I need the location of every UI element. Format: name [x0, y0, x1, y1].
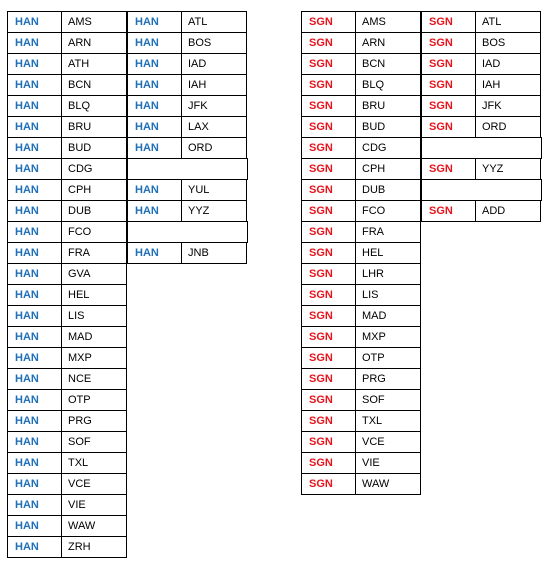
origin-code-cell: SGN [301, 305, 356, 327]
destination-code-cell: BOS [181, 32, 247, 54]
destination-code-cell: TXL [355, 410, 421, 432]
origin-code-cell: SGN [301, 410, 356, 432]
origin-code-cell: SGN [301, 200, 356, 222]
destination-code-cell: JNB [181, 242, 247, 264]
destination-code-cell: HEL [355, 242, 421, 264]
destination-code-cell: MAD [355, 305, 421, 327]
origin-code-cell: HAN [7, 179, 62, 201]
origin-code-cell: HAN [127, 95, 182, 117]
destination-code-cell: NCE [61, 368, 127, 390]
destination-code-cell: ATL [181, 11, 247, 33]
destination-code-cell: ARN [355, 32, 421, 54]
destination-code-cell: MAD [61, 326, 127, 348]
empty-cell [421, 137, 542, 159]
origin-code-cell: SGN [301, 431, 356, 453]
destination-code-cell: SOF [61, 431, 127, 453]
origin-code-cell: SGN [301, 116, 356, 138]
origin-code-cell: HAN [7, 536, 62, 558]
destination-code-cell: PRG [355, 368, 421, 390]
origin-code-cell: HAN [127, 74, 182, 96]
destination-code-cell: VIE [61, 494, 127, 516]
destination-code-cell: CPH [61, 179, 127, 201]
destination-code-cell: LIS [355, 284, 421, 306]
destination-code-cell: CDG [61, 158, 127, 180]
origin-code-cell: HAN [7, 473, 62, 495]
origin-code-cell: HAN [7, 326, 62, 348]
destination-code-cell: CDG [355, 137, 421, 159]
origin-code-cell: SGN [301, 158, 356, 180]
origin-code-cell: HAN [7, 137, 62, 159]
destination-code-cell: YUL [181, 179, 247, 201]
origin-code-cell: SGN [421, 11, 476, 33]
destination-code-cell: VCE [355, 431, 421, 453]
destination-code-cell: ZRH [61, 536, 127, 558]
origin-code-cell: HAN [7, 11, 62, 33]
destination-code-cell: LHR [355, 263, 421, 285]
destination-code-cell: FRA [355, 221, 421, 243]
destination-code-cell: FCO [355, 200, 421, 222]
destination-code-cell: SOF [355, 389, 421, 411]
destination-code-cell: VIE [355, 452, 421, 474]
destination-code-cell: BRU [61, 116, 127, 138]
destination-code-cell: WAW [61, 515, 127, 537]
destination-code-cell: FRA [61, 242, 127, 264]
destination-code-cell: AMS [61, 11, 127, 33]
origin-code-cell: HAN [7, 305, 62, 327]
destination-code-cell: ORD [475, 116, 541, 138]
destination-code-cell: BRU [355, 95, 421, 117]
destination-code-cell: PRG [61, 410, 127, 432]
origin-code-cell: HAN [127, 179, 182, 201]
origin-code-cell: SGN [301, 284, 356, 306]
origin-code-cell: HAN [127, 242, 182, 264]
origin-code-cell: SGN [301, 53, 356, 75]
origin-code-cell: SGN [301, 74, 356, 96]
origin-code-cell: HAN [7, 515, 62, 537]
origin-code-cell: SGN [301, 32, 356, 54]
origin-code-cell: HAN [7, 32, 62, 54]
origin-code-cell: SGN [301, 452, 356, 474]
origin-code-cell: HAN [7, 494, 62, 516]
origin-code-cell: HAN [7, 116, 62, 138]
destination-code-cell: BLQ [355, 74, 421, 96]
destination-code-cell: OTP [355, 347, 421, 369]
destination-code-cell: OTP [61, 389, 127, 411]
destination-code-cell: ARN [61, 32, 127, 54]
origin-code-cell: HAN [7, 200, 62, 222]
destination-code-cell: VCE [61, 473, 127, 495]
destination-code-cell: GVA [61, 263, 127, 285]
origin-code-cell: HAN [7, 431, 62, 453]
origin-code-cell: HAN [7, 284, 62, 306]
origin-code-cell: HAN [127, 116, 182, 138]
destination-code-cell: ORD [181, 137, 247, 159]
origin-code-cell: SGN [301, 179, 356, 201]
destination-code-cell: DUB [355, 179, 421, 201]
origin-code-cell: SGN [301, 389, 356, 411]
destination-code-cell: IAD [475, 53, 541, 75]
destination-code-cell: YYZ [181, 200, 247, 222]
origin-code-cell: SGN [301, 137, 356, 159]
origin-code-cell: SGN [301, 221, 356, 243]
origin-code-cell: HAN [7, 221, 62, 243]
origin-code-cell: SGN [421, 158, 476, 180]
origin-code-cell: SGN [301, 242, 356, 264]
destination-code-cell: MXP [355, 326, 421, 348]
destination-code-cell: HEL [61, 284, 127, 306]
destination-code-cell: JFK [181, 95, 247, 117]
origin-code-cell: SGN [301, 11, 356, 33]
origin-code-cell: HAN [127, 11, 182, 33]
origin-code-cell: SGN [421, 53, 476, 75]
destination-code-cell: BLQ [61, 95, 127, 117]
destination-code-cell: BUD [355, 116, 421, 138]
origin-code-cell: SGN [301, 95, 356, 117]
origin-code-cell: HAN [7, 74, 62, 96]
destination-code-cell: DUB [61, 200, 127, 222]
origin-code-cell: SGN [301, 263, 356, 285]
destination-code-cell: FCO [61, 221, 127, 243]
origin-code-cell: HAN [7, 53, 62, 75]
destination-code-cell: BCN [61, 74, 127, 96]
destination-code-cell: ADD [475, 200, 541, 222]
origin-code-cell: HAN [7, 242, 62, 264]
origin-code-cell: SGN [421, 95, 476, 117]
destination-code-cell: MXP [61, 347, 127, 369]
destination-code-cell: LIS [61, 305, 127, 327]
origin-code-cell: HAN [7, 347, 62, 369]
empty-cell [421, 179, 542, 201]
destination-code-cell: TXL [61, 452, 127, 474]
destination-code-cell: BUD [61, 137, 127, 159]
origin-code-cell: HAN [7, 95, 62, 117]
destination-code-cell: IAH [475, 74, 541, 96]
destination-code-cell: JFK [475, 95, 541, 117]
origin-code-cell: SGN [421, 200, 476, 222]
origin-code-cell: HAN [127, 137, 182, 159]
origin-code-cell: SGN [301, 326, 356, 348]
destination-code-cell: CPH [355, 158, 421, 180]
destination-code-cell: ATL [475, 11, 541, 33]
destination-code-cell: AMS [355, 11, 421, 33]
empty-cell [127, 158, 248, 180]
origin-code-cell: HAN [7, 452, 62, 474]
origin-code-cell: HAN [7, 368, 62, 390]
empty-cell [127, 221, 248, 243]
origin-code-cell: HAN [127, 53, 182, 75]
origin-code-cell: HAN [127, 32, 182, 54]
destination-code-cell: ATH [61, 53, 127, 75]
origin-code-cell: SGN [301, 473, 356, 495]
origin-code-cell: SGN [421, 116, 476, 138]
destination-code-cell: BCN [355, 53, 421, 75]
origin-code-cell: HAN [7, 410, 62, 432]
origin-code-cell: HAN [127, 200, 182, 222]
origin-code-cell: HAN [7, 389, 62, 411]
origin-code-cell: SGN [301, 368, 356, 390]
destination-code-cell: BOS [475, 32, 541, 54]
destination-code-cell: IAH [181, 74, 247, 96]
origin-code-cell: HAN [7, 158, 62, 180]
destination-code-cell: WAW [355, 473, 421, 495]
origin-code-cell: HAN [7, 263, 62, 285]
destination-code-cell: IAD [181, 53, 247, 75]
destination-code-cell: YYZ [475, 158, 541, 180]
origin-code-cell: SGN [421, 74, 476, 96]
destination-code-cell: LAX [181, 116, 247, 138]
origin-code-cell: SGN [421, 32, 476, 54]
origin-code-cell: SGN [301, 347, 356, 369]
